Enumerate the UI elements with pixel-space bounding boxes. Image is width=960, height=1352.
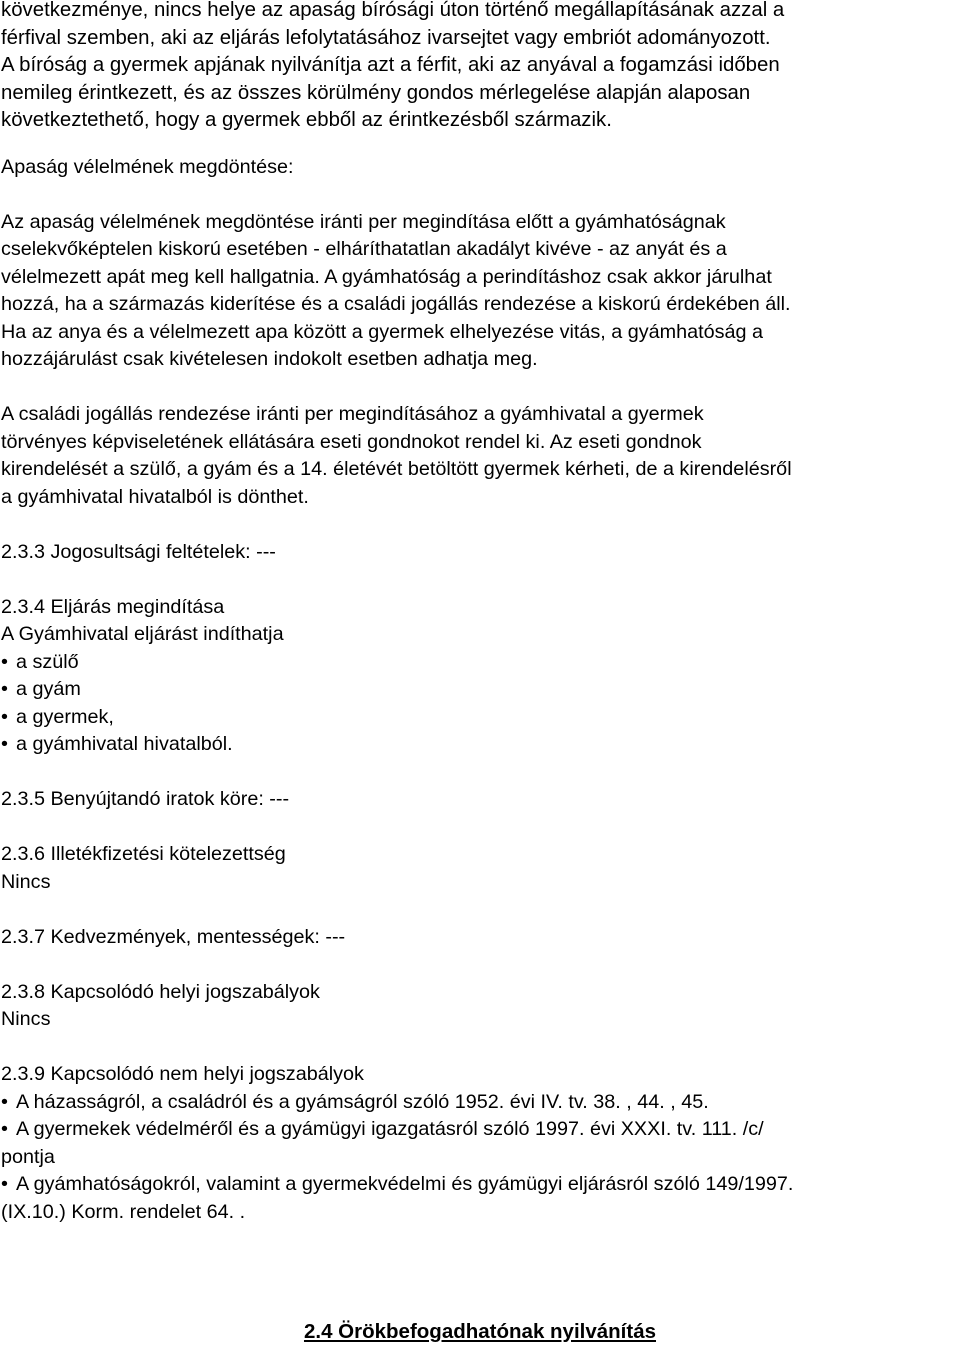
list-item: • a gyámhivatal hivatalból. (1, 731, 960, 759)
section-2-3-3: 2.3.3 Jogosultsági feltételek: --- (1, 540, 276, 563)
section-title: 2.3.4 Eljárás megindítása (1, 595, 225, 618)
section-2-3-9 (1, 1061, 960, 1226)
bullet-icon: • (1, 733, 8, 756)
text-line: a gyámhivatal hivatalból is dönthet. (1, 485, 309, 508)
presumption-paragraph-1 (1, 209, 960, 374)
section-value: Nincs (1, 1008, 51, 1031)
section-title: 2.3.8 Kapcsolódó helyi jogszabályok (1, 980, 320, 1003)
text-line: következménye, nincs helye az apaság bírósági úton történő megállapításának azzal a (1, 0, 785, 21)
text-line: Ha az anya és a vélelmezett apa között a gyermek elhelyezése vitás, a gyámhatóság a (1, 320, 763, 343)
text-line: törvényes képviseletének ellátására eseti gondnokot rendel ki. Az eseti gondnok (1, 430, 702, 453)
section-title: 2.3.6 Illetékfizetési kötelezettség (1, 843, 286, 866)
text-line: hozzá, ha a származás kiderítése és a családi jogállás rendezése a kiskorú érdekében áll. (1, 293, 791, 316)
list-item: • a szülő (1, 649, 960, 677)
text-line: nemileg érintkezett, és az összes körülmény gondos mérlegelése alapján alaposan (1, 81, 751, 104)
next-section-title: 2.4 Örökbefogadhatónak nyilvánítás (303, 1320, 656, 1343)
text-line: A családi jogállás rendezése iránti per megindításához a gyámhivatal a gyermek (1, 403, 704, 426)
section-2-3-8 (1, 979, 960, 1034)
list-item: • a gyermek, (1, 704, 960, 732)
text-line: kirendelését a szülő, a gyám és a 14. életévét betöltött gyermek kérheti, de a kirendelésről (1, 458, 792, 481)
text-line: vélelmezett apát meg kell hallgatnia. A gyámhatóság a perindításhoz csak akkor járulhat (1, 265, 772, 288)
text-line: Az apaság vélelmének megdöntése iránti per megindítása előtt a gyámhatóságnak (1, 210, 726, 233)
presumption-heading: Apaság vélelmének megdöntése: (1, 155, 294, 178)
text-line: férfival szemben, aki az eljárás lefolytatásához ivarsejtet vagy embriót adományozott. (1, 26, 771, 49)
section-value: Nincs (1, 870, 51, 893)
presumption-paragraph-2 (1, 401, 960, 511)
list-item: • A gyermekek védelméről és a gyámügyi igazgatásról szóló 1997. évi XXXI. tv. 111. /c/ (1, 1116, 960, 1144)
list-item: • a gyám (1, 676, 960, 704)
section-title: 2.3.9 Kapcsolódó nem helyi jogszabályok (1, 1063, 364, 1086)
bullet-icon: • (1, 650, 8, 673)
list-item-continuation: pontja (1, 1145, 55, 1168)
intro-paragraph (1, 0, 960, 135)
text-line: hozzájárulást csak kivételesen indokolt esetben adhatja meg. (1, 348, 538, 371)
bullet-icon: • (1, 705, 8, 728)
text-line: A bíróság a gyermek apjának nyilvánítja azt a férfit, aki az anyával a fogamzási időben (1, 54, 780, 77)
section-2-3-4 (1, 594, 960, 759)
list-item: • A házasságról, a családról és a gyámságról szóló 1952. évi IV. tv. 38. , 44. , 45. (1, 1089, 960, 1117)
text-line: következtethető, hogy a gyermek ebből az érintkezésből származik. (1, 109, 612, 132)
section-2-3-6 (1, 841, 960, 896)
list-item-continuation: (IX.10.) Korm. rendelet 64. . (1, 1200, 246, 1223)
list-item: • A gyámhatóságokról, valamint a gyermekvédelmi és gyámügyi eljárásról szóló 149/1997. (1, 1171, 960, 1199)
bullet-icon: • (1, 678, 8, 701)
section-lead: A Gyámhivatal eljárást indíthatja (1, 623, 284, 646)
bullet-icon: • (1, 1090, 8, 1113)
bullet-icon: • (1, 1118, 8, 1141)
text-line: cselekvőképtelen kiskorú esetében - elháríthatatlan akadályt kivéve - az anyát és a (1, 238, 727, 261)
bullet-icon: • (1, 1173, 8, 1196)
section-2-3-7: 2.3.7 Kedvezmények, mentességek: --- (1, 925, 346, 948)
section-2-3-5: 2.3.5 Benyújtandó iratok köre: --- (1, 788, 290, 811)
